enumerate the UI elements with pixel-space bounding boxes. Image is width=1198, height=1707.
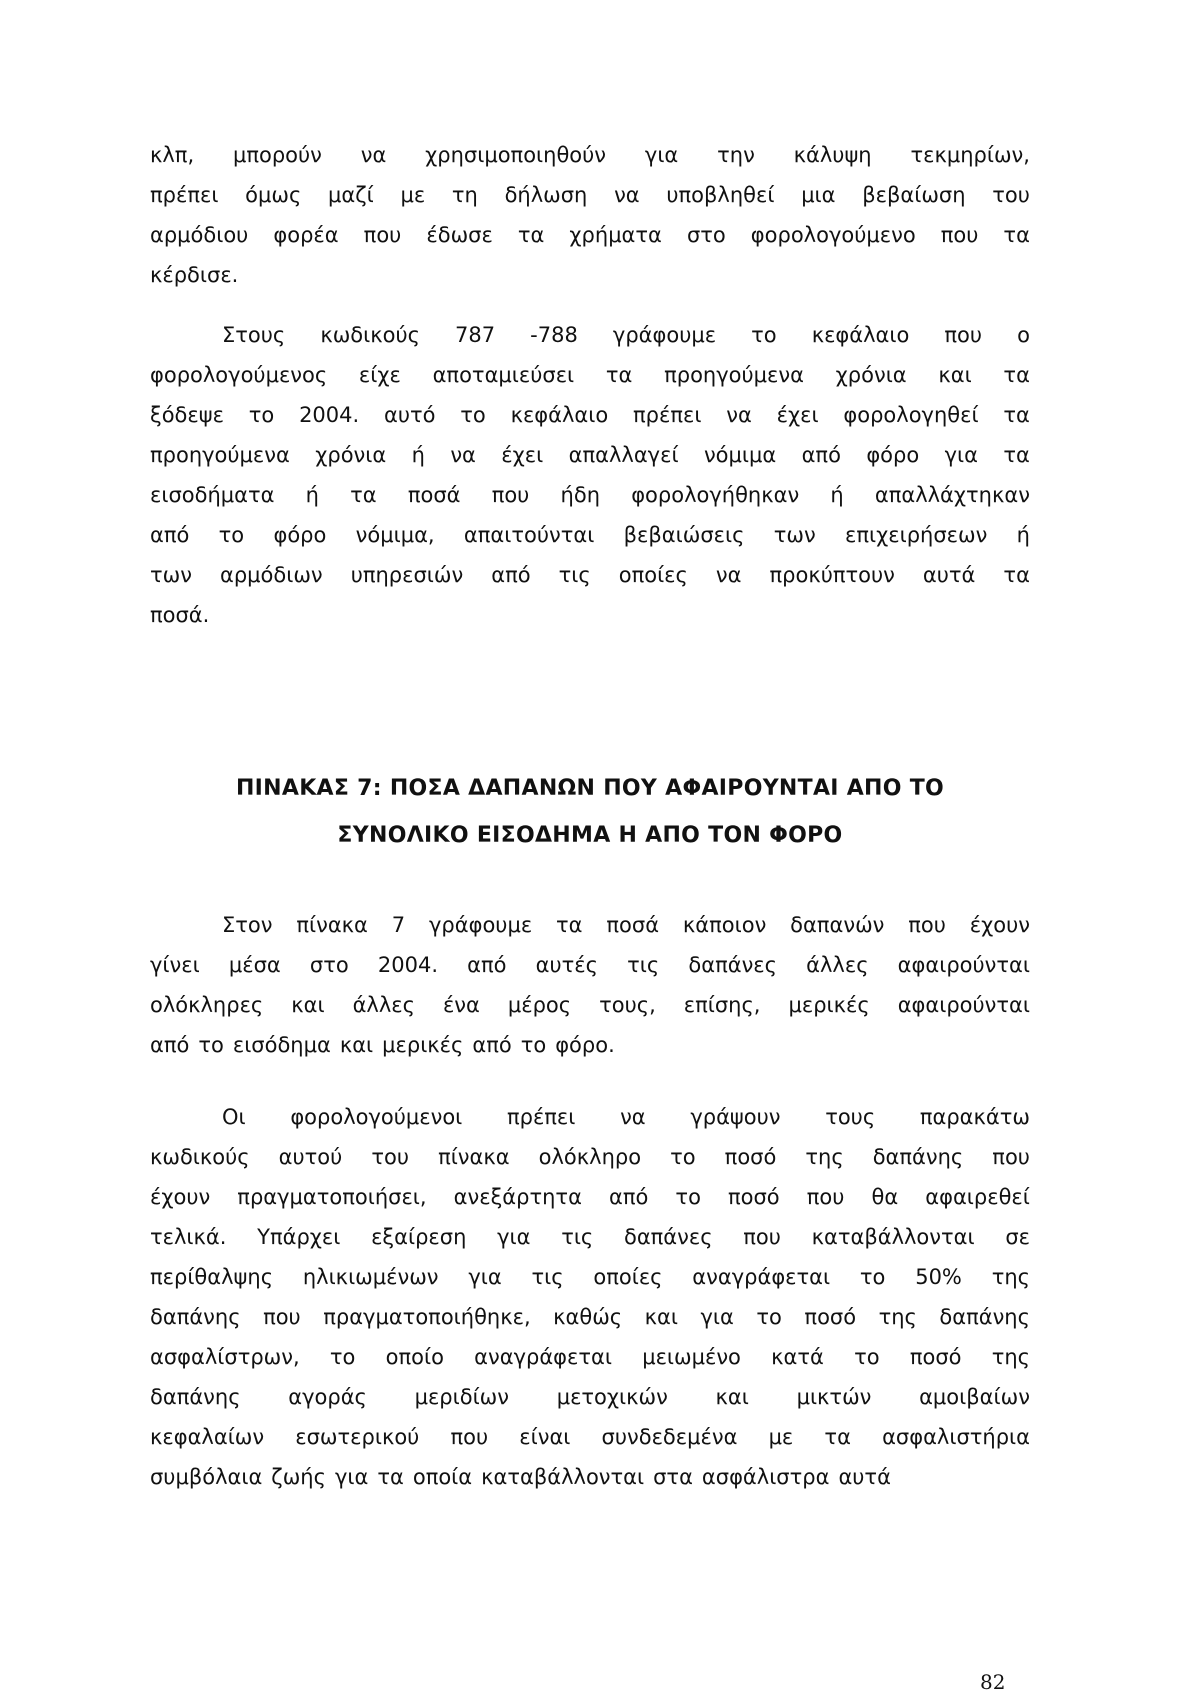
paragraph — [150, 315, 1030, 635]
text-line: γίνει μέσα στο 2004. από αυτές τις δαπάνες άλλες αφαιρούνται — [150, 953, 1030, 977]
text-line: περίθαλψης ηλικιωμένων για τις οποίες αναγράφεται το 50% της — [150, 1265, 1030, 1289]
text-line: δαπάνης που πραγματοποιήθηκε, καθώς και για το ποσό της δαπάνης — [150, 1305, 1030, 1329]
text-line: έχουν πραγματοποιήσει, ανεξάρτητα από το ποσό που θα αφαιρεθεί — [150, 1185, 1030, 1209]
text-line: Οι φορολογούμενοι πρέπει να γράψουν τους παρακάτω — [222, 1105, 1030, 1129]
text-line: προηγούμενα χρόνια ή να έχει απαλλαγεί νόμιμα από φόρο για τα — [150, 443, 1030, 467]
text-line: από το εισόδημα και μερικές από το φόρο. — [150, 1033, 615, 1057]
text-line: εισοδήματα ή τα ποσά που ήδη φορολογήθηκαν ή απαλλάχτηκαν — [150, 483, 1030, 507]
text-line: φορολογούμενος είχε αποταμιεύσει τα προηγούμενα χρόνια και τα — [150, 363, 1030, 387]
text-line: κέρδισε. — [150, 263, 239, 287]
text-line: ποσά. — [150, 603, 210, 627]
text-line: κωδικούς αυτού του πίνακα ολόκληρο το ποσό της δαπάνης που — [150, 1145, 1030, 1169]
text-line: δαπάνης αγοράς μεριδίων μετοχικών και μικτών αμοιβαίων — [150, 1385, 1030, 1409]
page-number: 82 — [980, 1670, 1006, 1694]
text-line: πρέπει όμως μαζί με τη δήλωση να υποβληθεί μια βεβαίωση του — [150, 183, 1030, 207]
text-line: συμβόλαια ζωής για τα οποία καταβάλλονται στα ασφάλιστρα αυτά — [150, 1465, 891, 1489]
text-line: κεφαλαίων εσωτερικού που είναι συνδεδεμένα με τα ασφαλιστήρια — [150, 1425, 1030, 1449]
paragraph — [150, 1097, 1030, 1497]
text-line: ξόδεψε το 2004. αυτό το κεφάλαιο πρέπει να έχει φορολογηθεί τα — [150, 403, 1030, 427]
text-line: τελικά. Υπάρχει εξαίρεση για τις δαπάνες που καταβάλλονται σε — [150, 1225, 1030, 1249]
text-line: ασφαλίστρων, το οποίο αναγράφεται μειωμένο κατά το ποσό της — [150, 1345, 1030, 1369]
text-line: Στον πίνακα 7 γράφουμε τα ποσά κάποιον δαπανών που έχουν — [222, 913, 1030, 937]
text-line: Στους κωδικούς 787 -788 γράφουμε το κεφάλαιο που ο — [222, 323, 1030, 347]
paragraph — [150, 135, 1030, 295]
text-line: κλπ, μπορούν να χρησιμοποιηθούν για την κάλυψη τεκμηρίων, — [150, 143, 1030, 167]
text-line: των αρμόδιων υπηρεσιών από τις οποίες να προκύπτουν αυτά τα — [150, 563, 1030, 587]
text-line: από το φόρο νόμιμα, απαιτούνται βεβαιώσεις των επιχειρήσεων ή — [150, 523, 1030, 547]
paragraph — [150, 905, 1030, 1065]
section-heading-line-1: ΠΙΝΑΚΑΣ 7: ΠΟΣΑ ΔΑΠΑΝΩΝ ΠΟΥ ΑΦΑΙΡΟΥΝΤΑΙ ΑΠΟ ΤΟ — [235, 776, 945, 801]
text-line: ολόκληρες και άλλες ένα μέρος τους, επίσης, μερικές αφαιρούνται — [150, 993, 1030, 1017]
text-line: αρμόδιου φορέα που έδωσε τα χρήματα στο φορολογούμενο που τα — [150, 223, 1030, 247]
section-heading-line-2: ΣΥΝΟΛΙΚΟ ΕΙΣΟΔΗΜΑ Η ΑΠΟ ΤΟΝ ΦΟΡΟ — [337, 823, 843, 848]
